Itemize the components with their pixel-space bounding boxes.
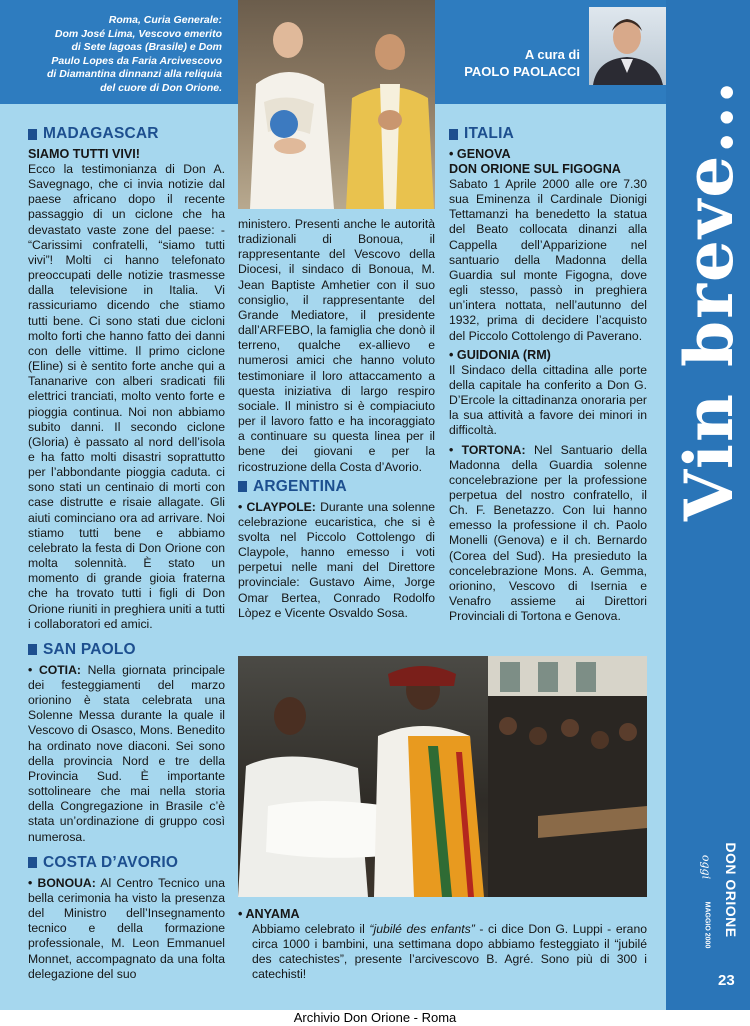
caption-line: del cuore di Don Orione. [100,81,222,94]
heading-text: ARGENTINA [253,477,347,495]
tortona-lead: • TORTONA: [449,442,526,457]
anyama-body-start: Abbiamo celebrato il [252,922,370,936]
heading-square-icon [28,129,37,140]
column-left [28,122,225,982]
photo-baptism-ceremony [238,656,647,897]
san-paolo-article [28,663,225,845]
magazine-oggi [696,852,716,882]
anyama-lead: • ANYAMA [238,907,300,921]
heading-san-paolo [28,640,225,660]
magazine-brand [716,820,746,960]
heading-argentina [238,477,435,497]
caption-line: Dom José Lima, Vescovo emerito [54,27,222,40]
costa-davorio-article [28,876,225,982]
magazine-date [700,880,714,970]
bishop-figure-left [244,14,342,209]
caption-line: di Sete lagoas (Brasile) e Dom [71,41,222,53]
baptism-scene [238,656,647,897]
archive-footer: Archivio Don Orione - Roma [293,1010,457,1025]
page-number: 23 [718,972,735,989]
bonoua-body: Al Centro Tecnico una bella cerimonia ha visto la presenza del Ministro dell’Insegnamento tecnico e della formazione professionale, M. Leon Emmanuel Monnet, accompagnato da una folta delegazione del suo [28,875,225,981]
heading-square-icon [449,129,458,140]
photo-caption [14,14,222,95]
curator-name: PAOLO PAOLACCI [464,64,580,79]
anyama-body-end: - ci dice Don G. Luppi - erano circa 1000 i bambini, una settimana dopo abbiamo festeggiato il “jubilé des catechistes”, presente l’arcivescovo B. Agré. Sono più di 300 i catechisti! [252,922,647,982]
anyama-article [238,922,647,983]
oggi-text: oggi [699,854,713,880]
madagascar-article: Ecco la testimonianza di Don A. Savegnago, che ci invia notizie dal paese africano dopo il recente passaggio di un ciclone che ha devastato vaste zone del paese: - “Carissimi confratelli, “siamo tutti vivi”! Molti ci hanno telefonato preoccupati delle notizie trasmesse dalla televisione in Italia. Vi rassicuriamo dicendo che stiamo tutti bene. Ci sono stati due cicloni molto forti che hanno fatto dei danni con delle vittime. Il primo ciclone (Eline) si è sentito forte anche qui a Tananarive con alberi sradicati fili elettrici tranciati, molto vento forte e pioggia continua. Noi non abbiamo subito danni. Il secondo ciclone (Gloria) è passato al nord dell’isola e ha fatto molti disastri soprattutto per l’abbondante pioggia caduta. ci sono stati un centinaio di morti con case distrutte e risaie allagate. Gli aiuti cominciano ora ad arrivare. Noi stiamo tutti bene e abbiamo celebrato la festa di Don Orione con molta solennità. È stato un momento di grande gioia fraterna che ha trovato tutti i figli di Don Orione riuniti in preghiera uniti a tutti i collaboratori ed amici. [28,162,225,631]
author-figure [589,7,666,85]
author-portrait [589,7,666,85]
guidonia-lead: • GUIDONIA (RM) [449,347,551,362]
heading-text: SAN PAOLO [43,640,136,658]
column-right [449,122,647,624]
tortona-body: Nel Santuario della Madonna della Guardia solenne concelebrazione per la professione perpetua del nostro confratello, il Ch. F. Benetazzo. Con lui hanno emesso la professione il ch. Paolo Monelli (Genova) e il ch. Bernardo (Corea del Sud). Ha presieduto la concelebrazione Mons. A. Gemma, orionino, Vescovo di Isernia e Venafro assieme ai Direttori Provinciali di Tortona e Genova. [449,442,647,624]
heading-square-icon [28,644,37,655]
genova-lead: • GENOVA [449,147,511,161]
heading-square-icon [238,481,247,492]
curator-credit [440,46,580,80]
caption-line: Roma, Curia Generale: [108,14,222,26]
heading-text: COSTA D’AVORIO [43,853,179,871]
cotia-body: Nella giornata principale dei festeggiamenti del marzo orionino è stata celebrata una Solenne Messa durante la quale il Vescovo di Osasco, Mons. Benedito ha ordinato nove diaconi. Sei sono della provincia Nord e tre della Provincia Sud. È importante sottolineare che mai nella storia della Congregazione in Brasile c’è stata un’ordinazione di gruppo così numerosa. [28,662,226,844]
guidonia-article: Il Sindaco della cittadina alle porte della capitale ha conferito a Don G. D’Ercole la cittadinanza onoraria per la sua attività a favore dei minori in difficoltà. [449,362,647,438]
heading-costa-davorio [28,853,225,873]
argentina-article [238,500,435,621]
vertical-title-text: Vin breve... [670,78,748,522]
photo-two-bishops [238,0,435,209]
magazine-name: DON ORIONE [723,842,739,938]
magazine-date-text: MAGGIO 2000 [703,901,711,949]
heading-madagascar [28,124,225,144]
caption-line: di Diamantina dinnanzi alla reliquia [46,68,222,80]
claypole-body: Durante una solenne celebrazione eucaristica, che si è svolta nel Piccolo Cottolengo di Claypole, hanno emesso i voti perpetui nelle mani del Direttore provinciale: Gustavo Aime, Jorge Omar Bertea, Conrado Rodolfo Lòpez e Vicente Osvaldo Sosa. [238,499,435,620]
column-middle [238,217,435,621]
heading-text: ITALIA [464,125,514,142]
caption-line: Paulo Lopes da Faria Arcivescovo [51,54,222,67]
tortona-article [449,443,647,625]
heading-square-icon [28,857,37,868]
bonoua-lead: • BONOUA: [28,875,96,890]
madagascar-subtitle: SIAMO TUTTI VIVI! [28,147,140,161]
genova-subtitle: DON ORIONE SUL FIGOGNA [449,162,621,176]
anyama-quote: “jubilé des enfants” [369,922,475,936]
section-vertical-title [670,40,748,560]
genova-article: Sabato 1 Aprile 2000 alle ore 7.30 sua Eminenza il Cardinale Dionigi Tettamanzi ha benedetto la statua del Beato collocata dinanzi alla Cappella dell’Apparizione nel santuario della Madonna della Guardia sul monte Figogna, dove egli stesso, passò in preghiera un’intera nottata, nell’autunno del 1932, prima di decidere l’acquisto del Piccolo Cottolengo di Paverano. [449,177,647,343]
claypole-lead: • CLAYPOLE: [238,499,316,514]
curator-label: A cura di [524,47,580,62]
heading-italia [449,124,647,144]
cotia-lead: • COTIA: [28,662,81,677]
bonoua-continued: ministero. Presenti anche le autorità tradizionali di Bonoua, il rappresentante del Vescovo della Diocesi, il sindaco di Bonoua, M. Jean Baptiste Amhetier con il suo consiglio, il rappresentante del Grande Mediatore, il presidente dall’ARFEBO, la famiglia che donò il terreno, qualche ex-allievo e numerosi amici che hanno voluto testimoniare il loro attaccamento a questa iniziativa di largo respiro sociale. Il ministro si è compiaciuto per il lavoro fatto e ha incoraggiato a continuare su questa linea per il bene dei giovani e per la ricostruzione della Costa d’Avorio. [238,217,435,474]
anyama-box [238,907,647,983]
heading-text: MADAGASCAR [43,125,159,142]
bishop-figure-right [342,24,435,209]
